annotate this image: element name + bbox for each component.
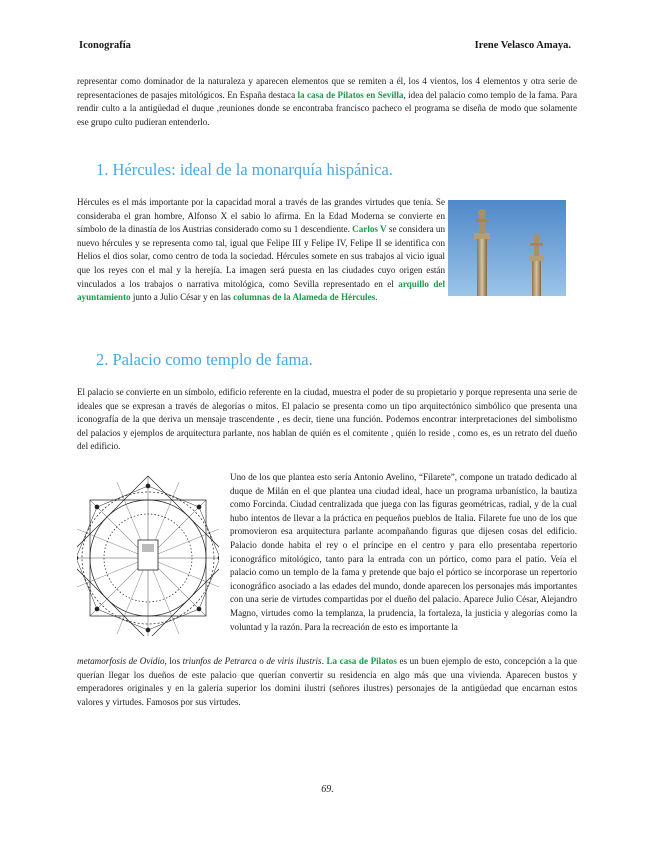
sep-2: o [256, 656, 267, 666]
carlos-v-link[interactable]: Carlos V [352, 224, 387, 235]
section-1-text-e: junto a Julio César y en las [130, 292, 234, 303]
sep-1: , los [164, 656, 183, 666]
section-1-text-a: Hércules es el más importante por la capacidad moral a través de las grandes virtudes que tenía. Se consideraba el gran hombre, Alfonso X el sabio lo afirma. En la Edad Moderna se convierte en símbolo de la dinastía de los Austrias considerado como su 1 descendiente. [77, 197, 445, 235]
pilatos-text: es un buen ejemplo de esto, concepción a la que querían llegar los dueños de este palacio que querían convertir su residencia en algo más que una vivienda. Aparecen bustos y emperadores originales y en la galería superior los domini ilustri (señores ilustres) personajes de la antigüedad que encarnan estos valores y virtudes. Famosos por sus virtudes. [77, 656, 578, 707]
intro-text-end: , idea del palacio como templo de la fama. Para rendir culto a la antigüedad el duque ,reuniones donde se encontraba francisco pacheco el programa se diseña de modo que solamente ese grupo culto pudieran entenderlo. [77, 89, 577, 127]
arquillo-ayuntamiento-link[interactable]: arquillo del ayuntamiento [77, 278, 445, 303]
section-2-paragraph-1: El palacio se convierte en un símbolo, edificio referente en la ciudad, muestra el poder de su propietario y porque representa una serie de ideales que se expresan a través de alegorías o mitos. El palacio se presenta como un tipo arquitectónico simbólico que presenta una iconografía de la que deriva un mensaje trascendente , es decir, tiene una función. Podemos encontrar interpretaciones del simbolismo del palacios y ejemplos de arquitectura parlante, nos hablan de quién es el comitente , quién lo reside , como es, es un retrato del dueño del edificio. [77, 387, 577, 452]
sep-3: . [321, 656, 327, 666]
section-2-paragraph-2b [77, 655, 577, 709]
section-1-heading: 1. Hércules: ideal de la monarquía hispánica. [96, 160, 393, 179]
section-1-paragraph [77, 196, 445, 305]
sforzinda-plan-diagram [77, 474, 219, 636]
intro-text: representar como dominador de la naturaleza y aparecen elementos que se remiten a él, los 4 vientos, los 4 elementos y otra serie de representaciones de pasajes mitológicos. En España destaca [77, 76, 577, 100]
page-number: 69. [321, 784, 334, 795]
columns-image [448, 200, 566, 296]
metamorfosis-title: metamorfosis de Ovidio [77, 656, 165, 666]
intro-paragraph [77, 75, 577, 129]
viris-title: de viris ilustris [266, 656, 322, 666]
section-1-text-g: . [375, 292, 378, 303]
columnas-alameda-link[interactable]: columnas de la Alameda de Hércules [233, 292, 376, 303]
casa-pilatos-link-2[interactable]: La casa de Pilatos [326, 656, 397, 666]
alameda-columns-photo [448, 200, 566, 296]
casa-pilatos-link[interactable]: la casa de Pilatos en Sevilla [297, 89, 404, 100]
filarete-text: Uno de los que plantea esto sería Antonio Avelino, “Filarete”, compone un tratado dedicado al duque de Milán en el que plantea una ciudad ideal, hace un programa urbanístico, la bautiza como Forcinda. Ciudad centralizada que juega con las figuras geométricas, radial, y de la cual hubo intentos de llevar a la práctica en pequeños pueblos de Italia. Filarete fue uno de los que promovieron esa arquitectura parlante acompañando figuras que dijesen cosas del edificio. Palacio donde habita el rey o el príncipe en el centro y para ello presentaba repertorio iconográfico mitológico, tanto para la entrada con un pórtico, como para el patio. Veía el palacio como un templo de la fama y pretende que bajo el pórtico se incorporase un repertorio iconográfico asociado a las edades del mundo, donde aparecen los personajes más importantes con una serie de virtudes compartidas por el dueño del palacio. Aparece Julio César, Alejandro Magno, virtudes como la templanza, la prudencia, la fortaleza, la justicia y alegorías como la voluntad y la razón. Para la recreación de esto es importante la [230, 472, 577, 632]
star-plan-drawing [77, 474, 219, 636]
section-1-text-c: se considera un nuevo hércules y se representa como tal, igual que Felipe III y Felipe IV, Felipe II se identifica con Helios el dios solar, como centro de toda la sociedad. Hércules somete en sus trabajos al vicio igual que los reyes con el mal y la herejía. La imagen será puesta en las ciudades cuyo origen están vinculados a los trabajos o narrativa mitológica, como Sevilla representado en el [77, 224, 445, 289]
triunfos-title: triunfos de Petrarca [182, 656, 257, 666]
section-2-paragraph-2a [230, 471, 577, 634]
header-author: Irene Velasco Amaya. [474, 40, 571, 51]
section-2-heading: 2. Palacio como templo de fama. [96, 350, 313, 369]
header-title: Iconografía [79, 40, 131, 51]
